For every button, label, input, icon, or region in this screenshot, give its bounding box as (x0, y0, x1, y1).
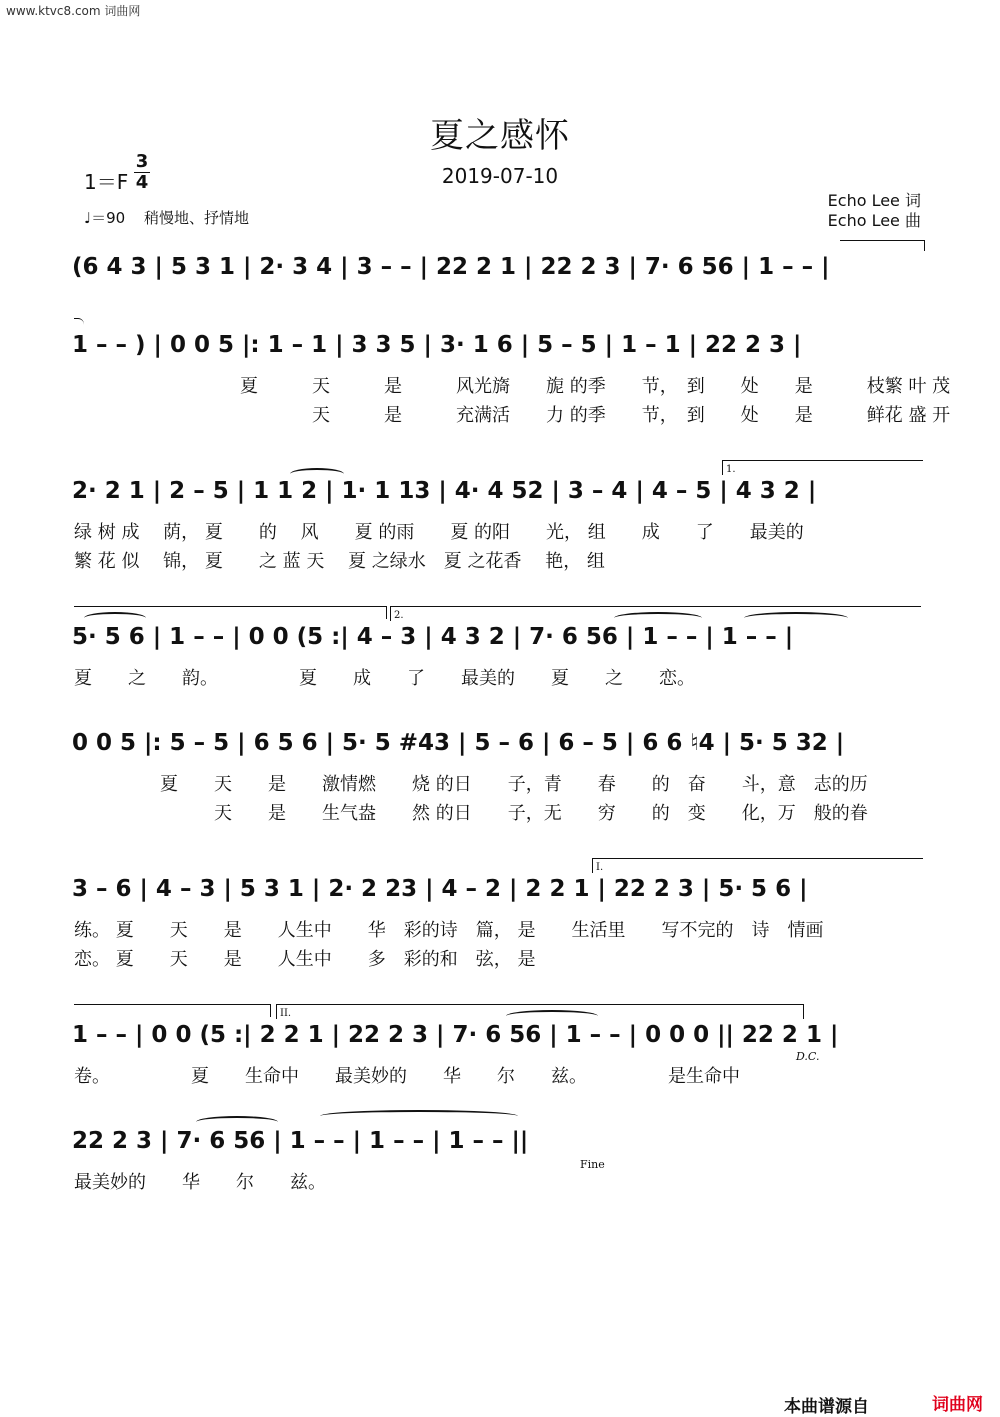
volta-1-label: 1. (726, 464, 736, 475)
notes-row-4: 5· 5 6 | 1 – – | 0 0 (5 :| 4 – 3 | 4 3 2 | 7· 6 56 | 1 – – | 1 – – | (72, 624, 794, 650)
song-title: 夏之感怀 (430, 116, 570, 156)
song-date: 2019-07-10 (441, 164, 559, 188)
lyrics-row-3-verse-1: 绿 树 成 荫， 夏 的 风 夏 的雨 夏 的阳 光， 组 成 了 最美的 (74, 522, 804, 543)
lyrics-row-5-verse-1: 夏 天 是 激情燃 烧 的日 子，青 春 的 奋 斗，意 志的历 (124, 774, 868, 795)
score-row-4 (72, 624, 932, 664)
notes-row-8: 22 2 3 | 7· 6 56 | 1 – – | 1 – – | 1 – – || (72, 1128, 529, 1154)
volta-I-continued (74, 1004, 271, 1017)
score-row-1 (72, 254, 932, 294)
site-header[interactable]: www.ktvc8.com 词曲网 (6, 4, 141, 18)
expression-text: 稍慢地、抒情地 (143, 209, 249, 227)
composer: Echo Lee 曲 (827, 211, 921, 230)
slur-row7 (506, 1010, 598, 1022)
notes-row-7: 1 – – | 0 0 (5 :| 2 2 1 | 22 2 3 | 7· 6 56 | 1 – – | 0 0 0 || 22 2 1 | (72, 1022, 839, 1048)
lyrics-row-8-verse-1: 最美妙的 华 尔 兹。 (74, 1172, 326, 1193)
notes-row-6: 3 – 6 | 4 – 3 | 5 3 1 | 2· 2 23 | 4 – 2 | 2 2 1 | 22 2 3 | 5· 5 6 | (72, 876, 808, 902)
lyrics-row-5-verse-2: 天 是 生气盎 然 的日 子，无 穷 的 变 化，万 般的眷 (124, 803, 868, 824)
lyrics-row-4-verse-1: 夏 之 韵。 夏 成 了 最美的 夏 之 恋。 (74, 668, 695, 689)
score-row-5 (72, 730, 932, 770)
key-signature: 1＝F (84, 170, 129, 194)
tie-row4-c (744, 612, 848, 624)
slur-row4-a (84, 612, 146, 624)
tie-row2-start (74, 318, 84, 329)
tempo-marking: ♩＝90 稍慢地、抒情地 (84, 209, 249, 227)
notes-row-3: 2· 2 1 | 2 – 5 | 1 1 2 | 1· 1 13 | 4· 4 52 | 3 – 4 | 4 – 5 | 4 3 2 | (72, 478, 817, 504)
time-top: 3 (135, 151, 149, 172)
lyrics-row-3-verse-2: 繁 花 似 锦， 夏 之 蓝 天 夏 之绿水 夏 之花香 艳， 组 (74, 551, 605, 572)
lyrics-row-7-verse-1: 卷。 夏 生命中 最美妙的 华 尔 兹。 是生命中 (74, 1066, 740, 1087)
tie-row1-end (840, 240, 925, 251)
score-row-2 (72, 332, 932, 372)
lyricist: Echo Lee 词 (827, 191, 921, 210)
score-row-3 (72, 478, 932, 518)
dc-marking: D.C. (796, 1050, 820, 1063)
quarter-note-icon: ♩ (84, 209, 92, 227)
footer-brand-logo[interactable]: 词曲网 (932, 1395, 983, 1415)
notes-row-1: (6 4 3 | 5 3 1 | 2· 3 4 | 3 – – | 22 2 1 | 22 2 3 | 7· 6 56 | 1 – – | (72, 254, 830, 280)
fine-marking: Fine (580, 1158, 605, 1171)
notes-row-5: 0 0 5 |: 5 – 5 | 6 5 6 | 5· 5 #43 | 5 – 6 | 6 – 5 | 6 6 ♮4 | 5· 5 32 | (72, 730, 845, 756)
time-signature (134, 152, 150, 193)
notes-row-2: 1 – – ) | 0 0 5 |: 1 – 1 | 3 3 5 | 3· 1 6 | 5 – 5 | 1 – 1 | 22 2 3 | (72, 332, 802, 358)
lyrics-row-6-verse-2: 恋。 夏 天 是 人生中 多 彩的和 弦， 是 (74, 949, 536, 970)
slur-row4-b (614, 612, 702, 624)
volta-I-label: I. (596, 862, 604, 873)
score-row-6 (72, 876, 932, 916)
lyrics-row-2-verse-1: 夏 天 是 风光旖 旎 的季 节， 到 处 是 枝繁 叶 茂 (240, 376, 951, 397)
volta-II-label: II. (280, 1008, 292, 1019)
footer-source: 本曲谱源自 (784, 1397, 869, 1417)
score-row-8 (72, 1128, 632, 1168)
volta-1-row3 (722, 460, 923, 475)
tie-row8-b (320, 1110, 518, 1122)
volta-2-label: 2. (394, 610, 404, 621)
volta-I-row6 (592, 858, 923, 873)
slur-row8-a (196, 1116, 278, 1128)
lyrics-row-6-verse-1: 练。 夏 天 是 人生中 华 彩的诗 篇， 是 生活里 写不完的 诗 情画 (74, 920, 824, 941)
time-bottom: 4 (135, 172, 149, 193)
lyrics-row-2-verse-2: 天 是 充满活 力 的季 节， 到 处 是 鲜花 盛 开 (240, 405, 951, 426)
